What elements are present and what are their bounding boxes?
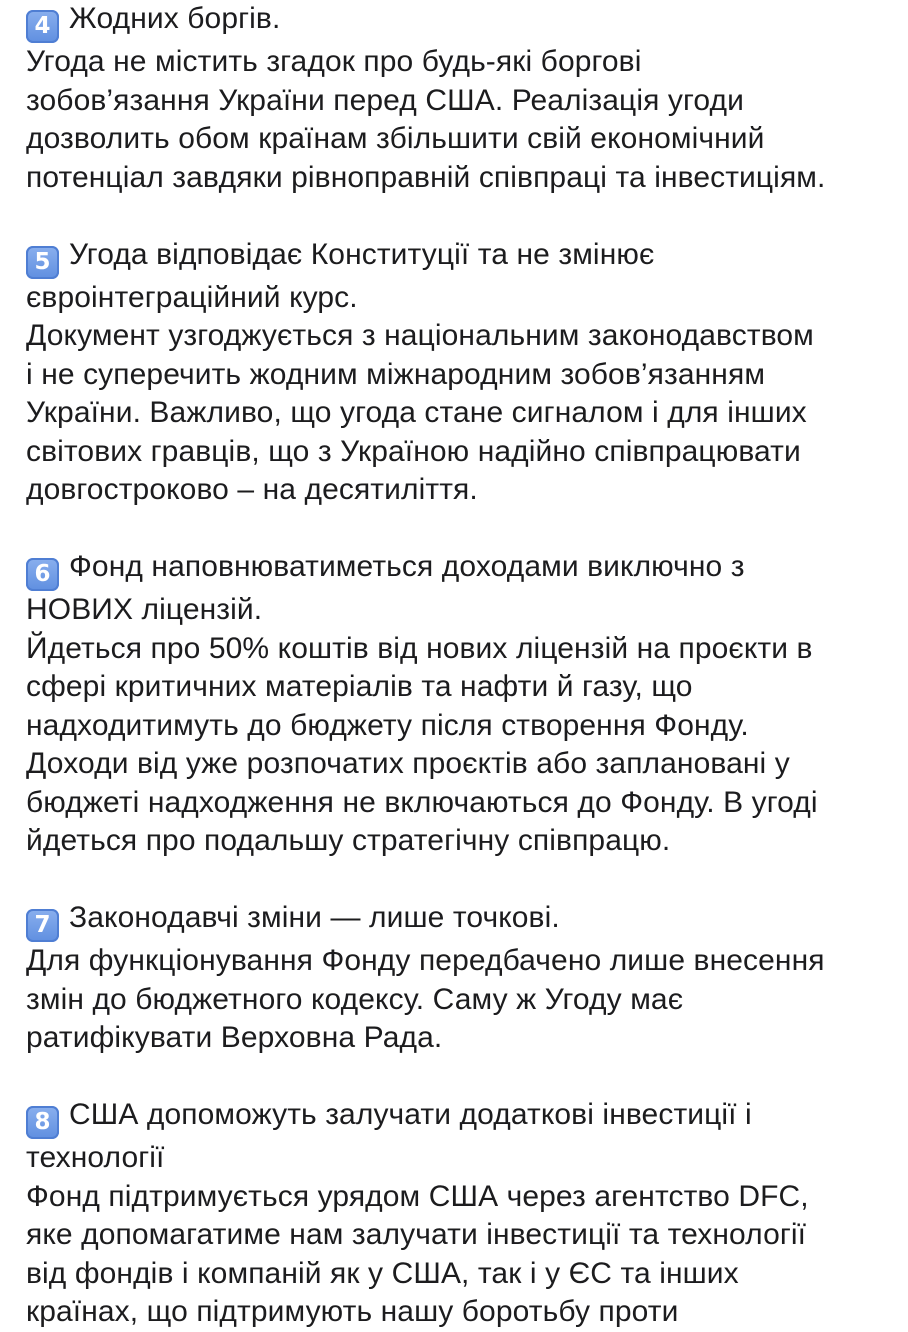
heading-line: Угода відповідає Конституції та не змінює: [69, 237, 655, 271]
heading-line: Фонд наповнюватиметься доходами виключно з: [69, 550, 745, 583]
body-line: йдеться про подальшу стратегічну співпрацю.: [26, 824, 671, 857]
keycap-5-icon: 5: [26, 246, 59, 279]
section-4: [26, 0, 896, 197]
message-text: [26, 0, 896, 1332]
heading-line: технології: [26, 1141, 165, 1174]
heading-line: євроінтеграційний курс.: [26, 280, 358, 314]
body-line: змін до бюджетного кодексу. Саму ж Угоду має: [26, 982, 684, 1016]
section-heading: [26, 548, 896, 591]
body-line: і не суперечить жодним міжнародним зобов’язанням: [26, 357, 766, 391]
keycap-6-icon: 6: [26, 558, 59, 591]
body-line: потенціал завдяки рівноправній співпраці та інвестиціям.: [26, 160, 826, 194]
body-line: країнах, що підтримують нашу боротьбу проти: [26, 1295, 679, 1328]
section-6: [26, 548, 896, 861]
body-line: сфері критичних матеріалів та нафти й газу, що: [26, 670, 693, 703]
heading-line: Законодавчі зміни — лише точкові.: [69, 901, 560, 934]
heading-line: НОВИХ ліцензій.: [26, 593, 263, 626]
body-line: Угода не містить згадок про будь-які боргові: [26, 45, 642, 78]
body-line: Фонд підтримується урядом США через агентство DFC,: [26, 1179, 809, 1213]
body-line: ратифікувати Верховна Рада.: [26, 1021, 443, 1054]
body-line: дозволить обом країнам збільшити свій економічний: [26, 122, 765, 155]
section-5: [26, 236, 896, 510]
body-line: довгостроково – на десятиліття.: [26, 473, 478, 506]
heading-line: Жодних боргів.: [69, 2, 281, 35]
section-heading: [26, 1096, 896, 1139]
body-line: яке допомагатиме нам залучати інвестиції та технології: [26, 1218, 807, 1251]
section-8: [26, 1096, 896, 1332]
heading-line: США допоможуть залучати додаткові інвестиції і: [69, 1098, 752, 1131]
keycap-4-icon: 4: [26, 10, 59, 43]
body-line: Документ узгоджується з національним законодавством: [26, 319, 814, 352]
body-line: світових гравців, що з Україною надійно співпрацювати: [26, 434, 801, 468]
body-line: від фондів і компаній як у США, так і у ЄС та інших: [26, 1256, 739, 1290]
section-heading: [26, 0, 896, 43]
body-line: бюджеті надходження не включаються до Фонду. В угоді: [26, 785, 818, 819]
keycap-8-icon: 8: [26, 1106, 59, 1139]
section-7: [26, 899, 896, 1058]
body-line: Доходи від уже розпочатих проєктів або заплановані у: [26, 747, 790, 780]
body-line: Йдеться про 50% коштів від нових ліцензій на проєкти в: [26, 631, 813, 665]
section-heading: [26, 899, 896, 942]
section-heading: [26, 236, 896, 279]
keycap-7-icon: 7: [26, 909, 59, 942]
body-line: України. Важливо, що угода стане сигналом і для інших: [26, 396, 807, 429]
body-line: надходитимуть до бюджету після створення Фонду.: [26, 708, 749, 742]
body-line: Для функціонування Фонду передбачено лише внесення: [26, 944, 825, 977]
body-line: зобов’язання України перед США. Реалізація угоди: [26, 83, 744, 117]
